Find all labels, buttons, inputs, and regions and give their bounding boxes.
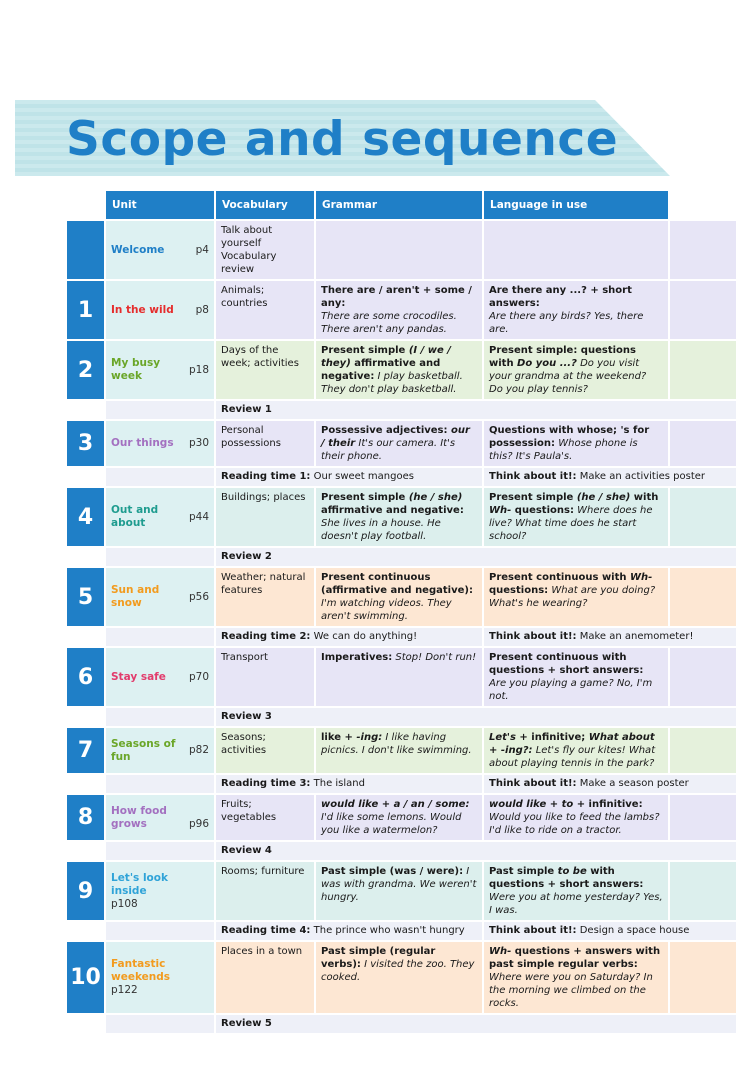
language-cell	[483, 420, 669, 467]
header-unit: Unit	[105, 191, 215, 220]
header-vocabulary: Vocabulary	[215, 191, 315, 220]
unit-number	[67, 220, 105, 280]
language-point: Wh-	[489, 946, 512, 957]
unit-cell	[105, 727, 215, 774]
grammar-example: There aren't any pandas.	[321, 324, 447, 335]
unit-name: Fantastic weekends	[111, 958, 171, 983]
language-point: + infinitive;	[515, 732, 589, 743]
table-row-review-1	[67, 400, 737, 420]
grammar-point: (I / we / they)	[321, 345, 451, 369]
think-about-it-task: Make an anemometer!	[576, 631, 694, 642]
language-point: questions:	[489, 585, 549, 596]
unit-number: 5	[67, 567, 105, 627]
grammar-cell	[315, 420, 483, 467]
think-about-it-task: Make an activities poster	[576, 471, 706, 482]
grammar-example: I visited the zoo. They cooked.	[321, 959, 475, 983]
reading-time-title: Our sweet mangoes	[310, 471, 414, 482]
language-example: Were you at home yesterday? Yes, I was.	[489, 892, 663, 916]
unit-cell	[105, 280, 215, 340]
vocabulary-cell: Buildings; places	[215, 487, 315, 547]
vocabulary-cell: Fruits; vegetables	[215, 794, 315, 841]
unit-number: 1	[67, 280, 105, 340]
review-label: Review 4	[215, 841, 737, 861]
grammar-point: Imperatives:	[321, 652, 393, 663]
reading-time-title: The prince who wasn't hungry	[310, 925, 465, 936]
language-cell	[483, 567, 669, 627]
language-point: Present continuous with	[489, 572, 630, 583]
vocabulary-cell: Transport	[215, 647, 315, 707]
language-point: Are there any ...? + short answers:	[489, 285, 632, 309]
extra-cell	[669, 567, 737, 627]
grammar-example: She lives in a house. He doesn't play football.	[321, 518, 441, 542]
table-row-reading-time-2	[67, 627, 737, 647]
think-about-it-cell	[483, 467, 737, 487]
reading-time-cell	[215, 921, 483, 941]
table-row-reading-time-1	[67, 467, 737, 487]
grammar-point: Possessive adjectives:	[321, 425, 451, 436]
grammar-point: would like + a / an / some:	[321, 799, 470, 810]
language-point: Wh-	[630, 572, 653, 583]
think-about-it-label: Think about it!:	[489, 925, 577, 936]
unit-number: 4	[67, 487, 105, 547]
grammar-cell	[315, 727, 483, 774]
language-cell	[483, 340, 669, 400]
unit-page: p18	[188, 363, 209, 376]
table-row-unit-9	[67, 861, 737, 921]
grammar-cell	[315, 487, 483, 547]
table-row-unit-10	[67, 941, 737, 1014]
unit-page: p30	[188, 437, 209, 449]
unit-name: Seasons of fun	[111, 737, 176, 763]
review-label: Review 1	[215, 400, 737, 420]
unit-number: 8	[67, 794, 105, 841]
language-point: questions:	[511, 505, 574, 516]
grammar-point: -ing:	[356, 732, 383, 743]
table-row-unit-4	[67, 487, 737, 547]
vocabulary-cell: Seasons; activities	[215, 727, 315, 774]
reading-time-cell	[215, 467, 483, 487]
language-point: Present continuous with questions + short answers:	[489, 652, 644, 676]
unit-cell	[105, 794, 215, 841]
unit-cell	[105, 487, 215, 547]
vocabulary-cell: Weather; natural features	[215, 567, 315, 627]
unit-page: p56	[188, 590, 209, 603]
table-row-review-3	[67, 707, 737, 727]
table-row-unit-5	[67, 567, 737, 627]
table-row-unit-1	[67, 280, 737, 340]
unit-page: p44	[188, 510, 209, 523]
reading-time-label: Reading time 3:	[221, 778, 311, 789]
table-row-unit-3	[67, 420, 737, 467]
language-cell	[483, 220, 669, 280]
language-point: Questions with whose; 's for possession:	[489, 425, 650, 449]
unit-number: 9	[67, 861, 105, 921]
unit-name: Sun and snow	[111, 584, 160, 609]
unit-page: p122	[111, 984, 138, 996]
table-row-review-4	[67, 841, 737, 861]
language-cell	[483, 487, 669, 547]
header-blank	[67, 191, 105, 220]
grammar-cell	[315, 794, 483, 841]
grammar-point: Past simple (regular verbs):	[321, 946, 436, 970]
think-about-it-cell	[483, 627, 737, 647]
language-cell	[483, 941, 669, 1014]
page-title: Scope and sequence	[66, 112, 619, 167]
header-extra	[669, 191, 737, 220]
unit-name: Stay safe	[111, 670, 166, 683]
grammar-example: I'd like some lemons. Would you like a watermelon?	[321, 812, 462, 836]
grammar-cell	[315, 567, 483, 627]
grammar-cell	[315, 941, 483, 1014]
language-example: Where were you on Saturday? In the morning we climbed on the rocks.	[489, 972, 653, 1009]
unit-name: Let's look inside	[111, 871, 168, 897]
unit-name: Out and about	[111, 504, 159, 529]
reading-time-label: Reading time 2:	[221, 631, 311, 642]
language-point: Wh-	[489, 505, 512, 516]
language-cell	[483, 794, 669, 841]
unit-cell	[105, 420, 215, 467]
vocabulary-cell: Animals; countries	[215, 280, 315, 340]
extra-cell	[669, 420, 737, 467]
think-about-it-cell	[483, 921, 737, 941]
grammar-point: Present simple	[321, 492, 409, 503]
reading-time-title: We can do anything!	[310, 631, 418, 642]
vocabulary-text: Talk about yourself	[221, 225, 273, 249]
extra-cell	[669, 941, 737, 1014]
think-about-it-cell	[483, 774, 737, 794]
unit-cell	[105, 861, 215, 921]
language-point: Do you ...?	[517, 358, 577, 369]
unit-name: In the wild	[111, 303, 174, 316]
language-example: Are you playing a game? No, I'm not.	[489, 678, 653, 702]
table-row-welcome	[67, 220, 737, 280]
grammar-example: I like having picnics. I don't like swimming.	[321, 732, 472, 756]
think-about-it-task: Make a season poster	[576, 778, 689, 789]
table-row-review-5	[67, 1014, 737, 1033]
grammar-point: Past simple (was / were):	[321, 866, 464, 877]
grammar-point: like +	[321, 732, 357, 743]
language-point: (he / she)	[576, 492, 631, 503]
think-about-it-label: Think about it!:	[489, 778, 577, 789]
grammar-example: Stop! Don't run!	[392, 652, 477, 663]
unit-page: p96	[188, 817, 209, 830]
language-point: + infinitive:	[573, 799, 643, 810]
vocabulary-cell: Days of the week; activities	[215, 340, 315, 400]
grammar-cell	[315, 647, 483, 707]
grammar-example: There are some crocodiles.	[321, 311, 457, 322]
reading-time-cell	[215, 627, 483, 647]
language-point: would like + to	[489, 799, 574, 810]
grammar-cell	[315, 220, 483, 280]
language-example: What are you doing? What's he wearing?	[489, 585, 656, 609]
header-language: Language in use	[483, 191, 669, 220]
language-point: questions + answers with past simple regular verbs:	[489, 946, 661, 970]
table-row-unit-8	[67, 794, 737, 841]
vocabulary-cell	[215, 220, 315, 280]
grammar-point: Present simple	[321, 345, 409, 356]
language-point: +	[489, 745, 501, 756]
grammar-point: our / their	[321, 425, 470, 449]
grammar-example: I was with grandma. We weren't hungry.	[321, 866, 477, 903]
think-about-it-label: Think about it!:	[489, 631, 577, 642]
table-row-unit-6	[67, 647, 737, 707]
language-point: Let's	[489, 732, 516, 743]
grammar-cell	[315, 861, 483, 921]
vocabulary-text: Vocabulary review	[221, 251, 277, 275]
review-label: Review 3	[215, 707, 737, 727]
language-point: What about	[588, 732, 655, 743]
header-grammar: Grammar	[315, 191, 483, 220]
extra-cell	[669, 861, 737, 921]
unit-number: 10	[67, 941, 105, 1014]
grammar-point: affirmative and negative:	[321, 358, 441, 382]
unit-name: How food grows	[111, 804, 167, 830]
table-row-review-2	[67, 547, 737, 567]
extra-cell	[669, 220, 737, 280]
review-label: Review 2	[215, 547, 737, 567]
reading-time-cell	[215, 774, 483, 794]
unit-name: Welcome	[111, 243, 165, 256]
unit-page: p4	[195, 243, 209, 256]
language-point: to be	[557, 866, 587, 877]
reading-time-label: Reading time 4:	[221, 925, 311, 936]
extra-cell	[669, 487, 737, 547]
vocabulary-cell: Places in a town	[215, 941, 315, 1014]
language-point: with questions + short answers:	[489, 866, 644, 890]
language-example: Do you visit your grandma at the weekend? Do you play tennis?	[489, 358, 647, 395]
table-row-unit-2	[67, 340, 737, 400]
grammar-cell	[315, 340, 483, 400]
grammar-cell	[315, 280, 483, 340]
unit-cell	[105, 340, 215, 400]
unit-page: p82	[188, 744, 209, 756]
unit-number: 3	[67, 420, 105, 467]
grammar-point: Present continuous (affirmative and negative):	[321, 572, 473, 596]
extra-cell	[669, 280, 737, 340]
unit-page: p108	[111, 897, 138, 910]
language-cell	[483, 861, 669, 921]
unit-number: 2	[67, 340, 105, 400]
unit-page: p70	[188, 670, 209, 683]
unit-name: Our things	[111, 437, 174, 449]
language-point: Past simple	[489, 866, 558, 877]
unit-cell	[105, 941, 215, 1014]
language-example: Would you like to feed the lambs? I'd like to ride on a tractor.	[489, 812, 660, 836]
unit-page: p8	[195, 303, 209, 316]
language-point: -ing?:	[500, 745, 533, 756]
extra-cell	[669, 727, 737, 774]
think-about-it-task: Design a space house	[576, 925, 690, 936]
table-row-reading-time-3	[67, 774, 737, 794]
extra-cell	[669, 794, 737, 841]
reading-time-label: Reading time 1:	[221, 471, 311, 482]
table-row-reading-time-4	[67, 921, 737, 941]
grammar-example: It's our camera. It's their phone.	[321, 438, 456, 462]
extra-cell	[669, 647, 737, 707]
reading-time-title: The island	[310, 778, 365, 789]
unit-number: 6	[67, 647, 105, 707]
think-about-it-label: Think about it!:	[489, 471, 577, 482]
header-row	[67, 191, 737, 220]
language-point: Present simple: questions with	[489, 345, 636, 369]
scope-table	[67, 191, 738, 1033]
grammar-point: There are / aren't + some / any:	[321, 285, 472, 309]
unit-number: 7	[67, 727, 105, 774]
unit-cell	[105, 567, 215, 627]
unit-name: My busy week	[111, 357, 161, 382]
language-example: Are there any birds? Yes, there are.	[489, 311, 644, 335]
language-cell	[483, 727, 669, 774]
unit-cell	[105, 647, 215, 707]
language-example: Whose phone is this? It's Paula's.	[489, 438, 638, 462]
grammar-point: affirmative and negative:	[321, 505, 464, 516]
grammar-point: (he / she)	[408, 492, 463, 503]
unit-cell	[105, 220, 215, 280]
language-example: Let's fly our kites! What about playing tennis in the park?	[489, 745, 656, 769]
language-point: with	[630, 492, 659, 503]
language-example: Where does he live? What time does he start school?	[489, 505, 653, 542]
extra-cell	[669, 340, 737, 400]
grammar-example: I'm watching videos. They aren't swimming.	[321, 598, 452, 622]
language-cell	[483, 280, 669, 340]
review-label: Review 5	[215, 1014, 737, 1033]
vocabulary-cell: Personal possessions	[215, 420, 315, 467]
table-row-unit-7	[67, 727, 737, 774]
language-cell	[483, 647, 669, 707]
grammar-example: I play basketball. They don't play basketball.	[321, 371, 463, 395]
vocabulary-cell: Rooms; furniture	[215, 861, 315, 921]
language-point: Present simple	[489, 492, 577, 503]
